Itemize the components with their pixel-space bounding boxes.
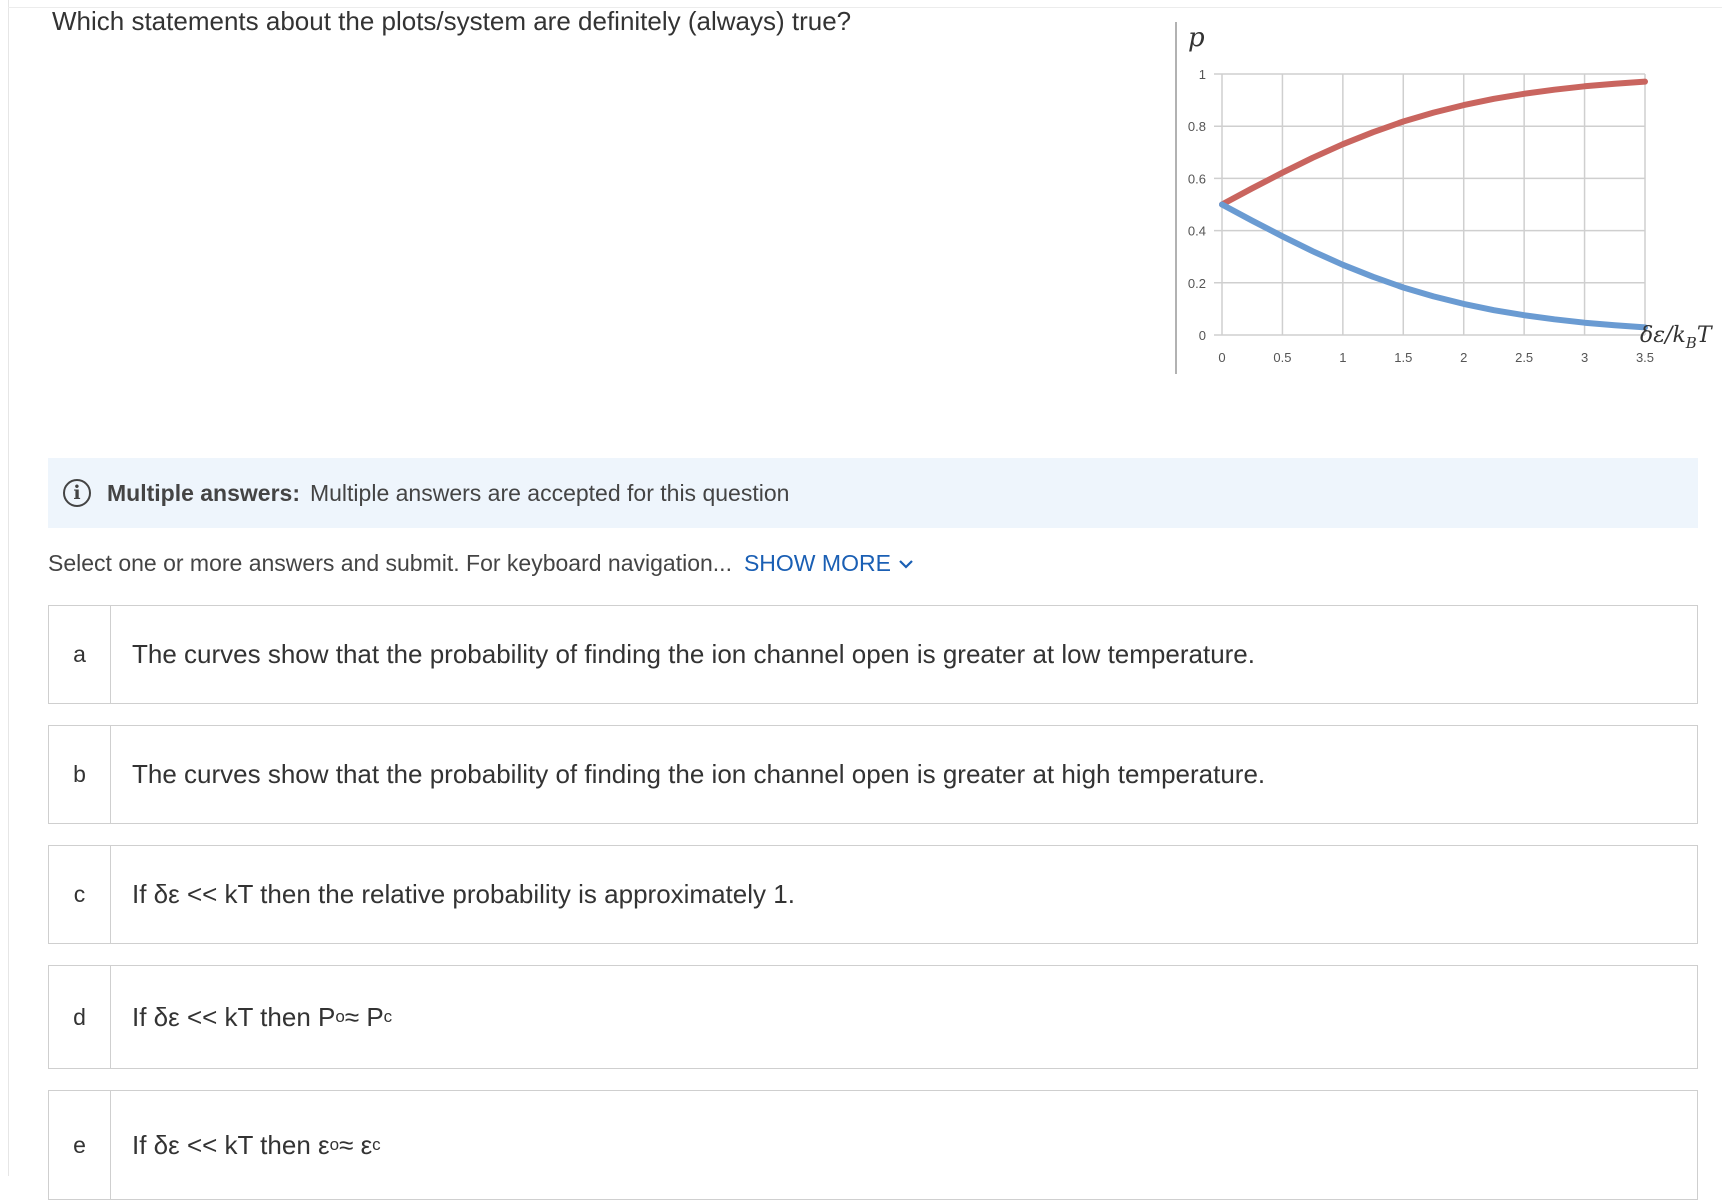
left-border (8, 0, 9, 1176)
chart-svg (1170, 22, 1722, 382)
series-line-2 (1222, 205, 1645, 328)
question-text: Which statements about the plots/system are definitely (always) true? (52, 6, 852, 36)
option-letter: a (49, 606, 111, 703)
info-icon: i (63, 479, 91, 507)
option-text-mid: ≈ ε (339, 1129, 373, 1160)
option-text-prefix: If δε << kT then P (132, 1001, 336, 1032)
option-text (111, 966, 392, 1068)
y-tick-label: 0.8 (1187, 119, 1206, 135)
answer-option-a[interactable] (48, 605, 1698, 704)
option-letter: c (49, 846, 111, 943)
option-text: If δε << kT then the relative probability is approximately 1. (132, 879, 795, 909)
y-tick-label: 0 (1198, 328, 1206, 343)
chevron-down-icon (899, 559, 913, 569)
probability-chart (1170, 22, 1722, 382)
x-tick-label: 2.5 (1515, 350, 1534, 365)
x-tick-label: 3 (1580, 350, 1589, 365)
subscript-o: o (335, 1007, 345, 1026)
x-tick-label: 1 (1339, 350, 1347, 365)
instructions (48, 550, 913, 577)
answer-option-b[interactable] (48, 725, 1698, 824)
x-tick-label: 0.5 (1273, 350, 1292, 365)
x-tick-label: 1.5 (1394, 350, 1413, 365)
x-tick-label: 0 (1218, 350, 1226, 365)
y-axis-label: p (1188, 23, 1205, 53)
y-tick-label: 0.2 (1187, 275, 1206, 291)
option-text-mid: ≈ P (344, 1001, 384, 1032)
x-tick-label: 3.5 (1635, 350, 1655, 365)
x-tick-label: 2 (1460, 350, 1468, 365)
series-line-1 (1222, 82, 1645, 205)
instructions-text: Select one or more answers and submit. For keyboard navigation... (48, 550, 732, 576)
x-axis-label: $\delta\varepsilon/k_BT$ (1640, 323, 1712, 352)
show-more-link[interactable] (744, 550, 913, 577)
subscript-c: c (383, 1007, 393, 1026)
option-letter: e (49, 1091, 111, 1199)
notice-text: Multiple answers are accepted for this question (309, 479, 790, 506)
option-text: The curves show that the probability of finding the ion channel open is greater at high temperature. (132, 759, 1266, 789)
subscript-c: c (372, 1135, 381, 1154)
y-tick-label: 0.4 (1187, 223, 1206, 239)
option-text-prefix: If δε << kT then ε (132, 1129, 330, 1160)
answer-option-e[interactable] (48, 1090, 1698, 1200)
answer-option-d[interactable] (48, 965, 1698, 1069)
subscript-o: o (329, 1135, 340, 1154)
y-tick-label: 1 (1198, 67, 1206, 82)
option-text (111, 1091, 381, 1199)
option-letter: b (49, 726, 111, 823)
y-tick-label: 0.6 (1187, 171, 1206, 187)
option-text: The curves show that the probability of finding the ion channel open is greater at low temperature. (132, 639, 1255, 669)
show-more-label: SHOW MORE (743, 550, 891, 576)
multiple-answers-notice (48, 458, 1698, 528)
notice-title: Multiple answers: (107, 479, 300, 506)
answer-option-c[interactable] (48, 845, 1698, 944)
option-letter: d (49, 966, 111, 1068)
chart-series (1222, 82, 1645, 328)
